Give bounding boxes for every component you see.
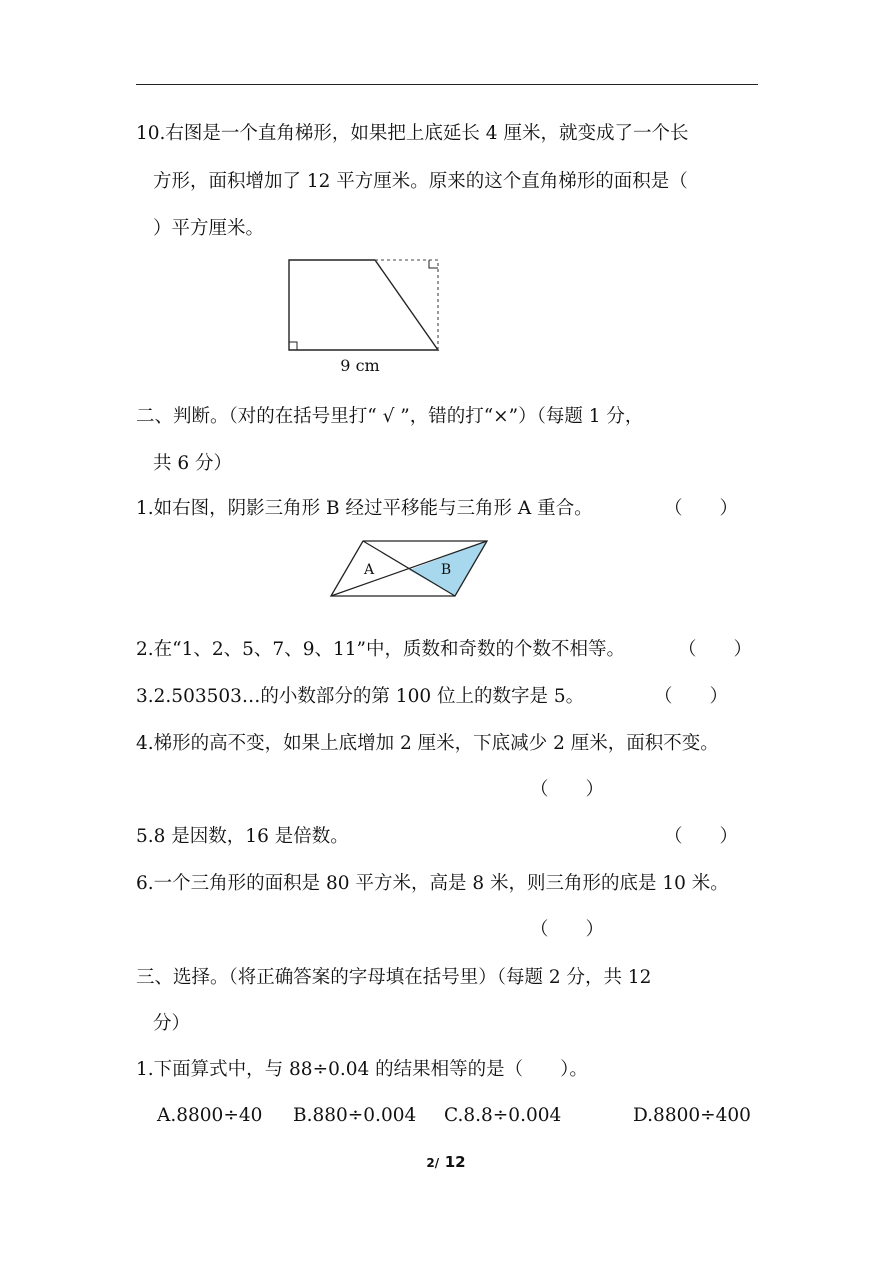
page-number bbox=[0, 1152, 892, 1171]
judge-item-3-answer[interactable]: （ ） bbox=[654, 686, 729, 707]
q10-line3: ）平方厘米。 bbox=[153, 218, 265, 239]
choice-q1-text: 1.下面算式中，与 88÷0.04 的结果相等的是（ ）。 bbox=[136, 1059, 588, 1080]
base-label: 9 cm bbox=[340, 356, 380, 375]
label-b: B bbox=[440, 562, 452, 578]
section3-heading-line2: 分） bbox=[153, 1013, 191, 1034]
judge-item-4-answer[interactable]: （ ） bbox=[530, 779, 605, 800]
choice-q1-option-c[interactable]: C.8.8÷0.004 bbox=[444, 1105, 562, 1126]
section2-heading-line1: 二、判断。（对的在括号里打“ √ ”，错的打“×”）（每题 1 分， bbox=[136, 406, 644, 427]
page-current: 2/ bbox=[426, 1156, 440, 1170]
choice-q1-option-a[interactable]: A.8800÷40 bbox=[157, 1105, 263, 1126]
judge-item-2-text: 2.在“1、2、5、7、9、11”中，质数和奇数的个数不相等。 bbox=[136, 639, 625, 660]
q10-line2: 方形，面积增加了 12 平方厘米。原来的这个直角梯形的面积是（ bbox=[153, 171, 688, 192]
judge-item-6-text: 6.一个三角形的面积是 80 平方米，高是 8 米，则三角形的底是 10 米。 bbox=[136, 873, 729, 894]
trapezoid-figure bbox=[280, 252, 455, 377]
header-rule bbox=[136, 84, 758, 85]
judge-item-3-text: 3.2.503503…的小数部分的第 100 位上的数字是 5。 bbox=[136, 686, 585, 707]
choice-q1-option-b[interactable]: B.880÷0.004 bbox=[293, 1105, 417, 1126]
trapezoid-shape bbox=[289, 260, 438, 350]
page-total: 12 bbox=[444, 1153, 466, 1171]
right-angle-mark-top bbox=[429, 260, 438, 268]
q10-line1: 10.右图是一个直角梯形，如果把上底延长 4 厘米，就变成了一个长 bbox=[136, 123, 689, 144]
section2-heading-line2: 共 6 分） bbox=[153, 453, 233, 474]
choice-q1-option-d[interactable]: D.8800÷400 bbox=[633, 1105, 751, 1126]
judge-item-1-answer[interactable]: （ ） bbox=[664, 498, 739, 519]
right-angle-mark bbox=[289, 342, 297, 350]
judge-item-2-answer[interactable]: （ ） bbox=[678, 639, 753, 660]
judge-item-4-text: 4.梯形的高不变，如果上底增加 2 厘米，下底减少 2 厘米，面积不变。 bbox=[136, 733, 719, 754]
label-a: A bbox=[363, 562, 375, 578]
judge-item-6-answer[interactable]: （ ） bbox=[530, 919, 605, 940]
judge-item-5-text: 5.8 是因数，16 是倍数。 bbox=[136, 826, 349, 847]
judge-item-1-text: 1.如右图，阴影三角形 B 经过平移能与三角形 A 重合。 bbox=[136, 498, 593, 519]
triangles-figure bbox=[325, 537, 495, 603]
section3-heading-line1: 三、选择。（将正确答案的字母填在括号里）（每题 2 分，共 12 bbox=[136, 967, 652, 988]
judge-item-5-answer[interactable]: （ ） bbox=[664, 826, 739, 847]
